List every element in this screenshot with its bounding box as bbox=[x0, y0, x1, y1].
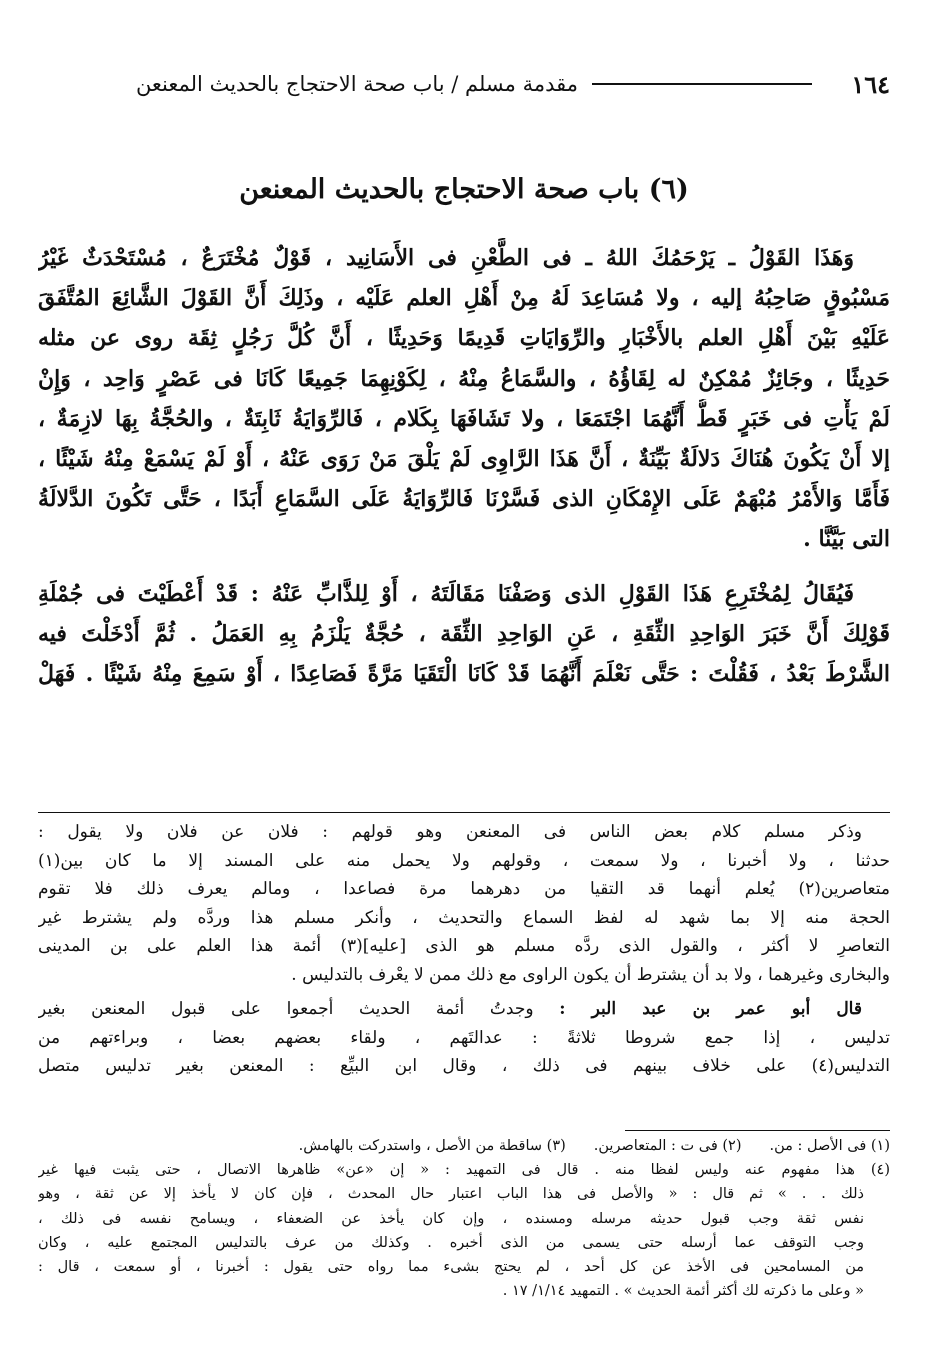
commentary-line: تدليس ، إذا جمع شروطا ثلاثةً : عدالتَهم ، ولقاء بعضهم بعضا ، وبراءتهم من bbox=[38, 1027, 890, 1048]
running-header bbox=[38, 64, 890, 104]
header-rule bbox=[592, 83, 812, 85]
footnote-divider bbox=[625, 1130, 890, 1131]
main-paragraph-2 bbox=[38, 574, 890, 695]
footnote-line: نفس ثقة وجب قبول حديثه مرسله ومسنده ، وإن كان يأخذ عن الضعفاء ، ويسامح نفسه فى ذلك ، bbox=[38, 1210, 864, 1227]
commentary-line: الحجة منه إلا بما شهد له لفظ السماع والتحديث ، وأنكر مسلم هذا وردَّه ولم يشترط غير bbox=[38, 907, 890, 928]
text-line: فَأَمَّا وَالأَمْرُ مُبْهَمٌ عَلَى الإِمْكَانِ الذى فَسَّرْنَا فَالرِّوَايَةُ عَلَى السَّمَاعِ أَبَدًا ، حَتَّى تَكُونَ الدَّلالَةُ bbox=[38, 486, 890, 513]
footnote-line: « وعلى ما ذكرته لك أكثر أئمة الحديث » . التمهيد ١/١٤/ ١٧ . bbox=[502, 1283, 864, 1300]
commentary-line: التدليس(٤) على خلاف بينهم فى ذلك ، وقال ابن البيِّع : المعنعن بغير تدليس متصل bbox=[38, 1056, 890, 1076]
text-line: فَيُقَالُ لِمُخْتَرِعِ هَذَا القَوْلِ الذى وَصَفْنَا مَقَالَتَهُ ، أَوْ لِلذَّابِّ عَنْهُ : قَدْ أَعْطَيْتَ فى جُمْلَةِ bbox=[38, 580, 854, 607]
footnote-line: وجب التوقف عما أرسله حتى يسمى من الذى أخبره . وكذلك من عرف بالتدليس المجتمع عليه ، وكان bbox=[38, 1234, 864, 1251]
commentary-line: التعاصرِ لا أكثر ، والقول الذى ردَّه مسلم هو الذى [عليه](٣) أئمة هذا العلم على بن المدينى bbox=[38, 936, 890, 956]
commentary-text: وجدتُ أئمة الحديث أجمعوا على قبول المعنعن بغير bbox=[38, 999, 560, 1019]
footnotes-row-1 bbox=[38, 1134, 890, 1158]
book-page bbox=[38, 52, 890, 1342]
footnote-1: (١) فى الأصل : من. bbox=[769, 1138, 890, 1154]
text-line: إلا أَنْ يَكُونَ هُنَاكَ دَلالَةٌ بَيِّنَةٌ ، أَنَّ هَذَا الرَّاوِى لَمْ يَلْقَ مَنْ رَوَى عَنْهُ ، أَوْ لَمْ يَسْمَعْ مِنْهُ شَيْئًا ، bbox=[38, 446, 890, 473]
main-paragraph-1 bbox=[38, 238, 890, 560]
text-line: عَلَيْهِ بَيْنَ أَهْلِ العلم بالأَخْبَارِ والرِّوَايَاتِ قَدِيمًا وَحَدِيثًا ، أَنَّ كُلَّ رَجُلٍ ثِقَة روى عن مثله bbox=[38, 325, 890, 352]
footnote-2: (٢) فى ت : المتعاصرين. bbox=[593, 1138, 742, 1154]
footnote-line: (٤) هذا مفهوم عنه وليس لفظا منه . قال فى التمهيد : « إن «عن» ظاهرها الاتصال ، حتى يثبت فيها غير bbox=[38, 1162, 890, 1179]
commentary-divider bbox=[38, 812, 890, 813]
commentary-line: وذكر مسلم كلام بعض الناس فى المعنعن وهو قولهم : فلان عن فلان ولا يقول : bbox=[38, 822, 862, 842]
running-title: مقدمة مسلم / باب صحة الاحتجاج بالحديث المعنعن bbox=[135, 72, 578, 96]
text-line: الشَّرْطَ بَعْدُ ، فَقُلْتَ : حَتَّى نَعْلَمَ أَنَّهُمَا قَدْ كَانَا الْتَقَيَا مَرَّةً فَصَاعِدًا ، أَوْ سَمِعَ مِنْهُ شَيْئًا . فَهَلْ bbox=[38, 661, 890, 688]
commentary-paragraph-1 bbox=[38, 818, 890, 989]
text-line: التى بَيَّنَّا . bbox=[803, 526, 890, 553]
text-line: قَوْلِكَ أَنَّ خَبَرَ الوَاحِدِ الثِّقَةِ ، عَنِ الوَاحِدِ الثِّقَة ، حُجَّةٌ يَلْزَمُ بِهِ العَمَلُ . ثُمَّ أَدْخَلْتَ فيه bbox=[38, 620, 890, 647]
text-line: مَسْبُوقٍ صَاحِبُهُ إليه ، ولا مُسَاعِدَ لَهُ مِنْ أَهْلِ العلم عَلَيْه ، وذَلِكَ أَنَّ القَوْلَ الشَّائِعَ المُتَّفَقَ bbox=[38, 285, 890, 312]
text-line: وَهَذَا القَوْلُ ـ يَرْحَمُكَ اللهُ ـ فى الطَّعْنِ فى الأَسَانِيد ، قَوْلٌ مُخْتَرَعٌ ، مُسْتَحْدَثٌ غَيْرُ bbox=[38, 245, 854, 271]
footnote-3: (٣) ساقطة من الأصل ، واستدركت بالهامش. bbox=[298, 1138, 566, 1154]
commentary-paragraph-2 bbox=[38, 995, 890, 1081]
main-text bbox=[38, 238, 890, 694]
commentary-line: متعاصرين(٢) يُعلم أنهما قد التقيا من دهرهما مرة فصاعدا ، ومالم يعرف ذلك فلا تقوم bbox=[38, 879, 890, 899]
commentary-line: حدثنا ، ولا أخبرنا ، ولا سمعت ، وقولهم ولا يحمل منه على المسند إلا ما كان بين(١) bbox=[38, 850, 890, 871]
commentary-line: والبخارى وغيرهما ، ولا بد أن يشترط أن يكون الراوى مع ذلك ممن لا يعْرف بالتدليس . bbox=[291, 964, 890, 985]
commentary bbox=[38, 818, 890, 1081]
quoted-scholar: قال أبو عمر بن عبد البر : bbox=[559, 999, 862, 1019]
footnote-line: ذلك . . » ثم قال : « والأصل فى هذا الباب اعتبار حال المحدث ، فإن كان لا يأخذ إلا عن ثقة ، وهو bbox=[38, 1186, 864, 1203]
text-line: لَمْ يَأْتِ فى خَبَرٍ قَطُّ أَنَّهُمَا اجْتَمَعَا ، ولا تَشَافَهَا بِكَلام ، فَالرِّوَايَةُ ثَابِتَةٌ ، والحُجَّةُ بِهَا لازِمَةٌ ، bbox=[38, 405, 890, 432]
footnote-line: من المسامحين فى الأخذ عن كل أحد ، لم يحتج بشىء مما رواه حتى يقول : أخبرنا ، أو سمعت ، قال : bbox=[38, 1259, 864, 1276]
text-line: حَدِيثًا ، وجَائِزٌ مُمْكِنٌ له لِقَاؤُهُ ، والسَّمَاعُ مِنْهُ ، لِكَوْنِهِمَا جَمِيعًا كَانَا فى عَصْرٍ وَاحِد ، وَإِنْ bbox=[38, 365, 890, 392]
footnote-4 bbox=[38, 1158, 890, 1303]
commentary-line bbox=[38, 995, 890, 1024]
page-number: ١٦٤ bbox=[851, 69, 890, 99]
chapter-title: (٦) باب صحة الاحتجاج بالحديث المعنعن bbox=[239, 174, 689, 205]
footnotes bbox=[38, 1134, 890, 1303]
